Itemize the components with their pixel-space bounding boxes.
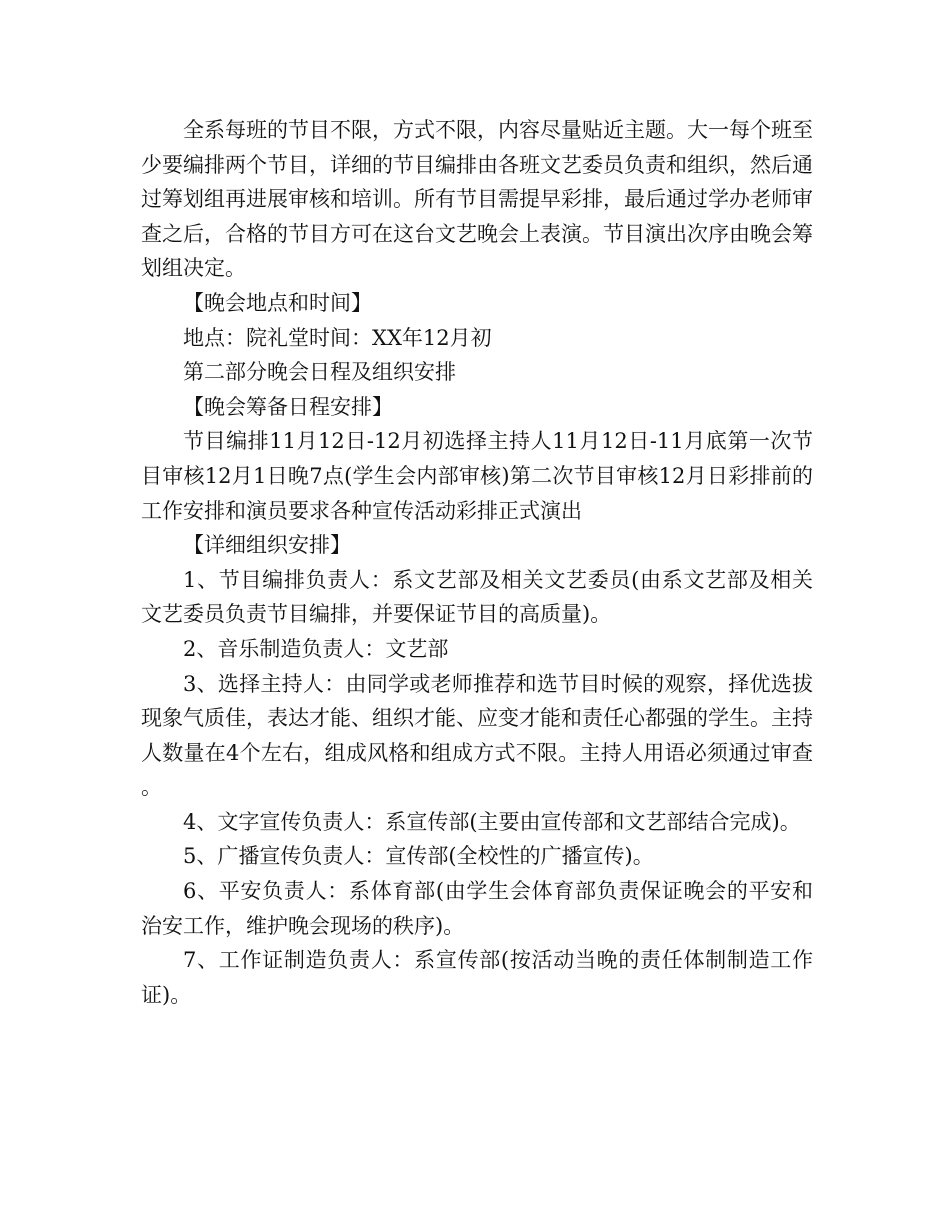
list-item-program-arrangement: 1、节目编排负责人：系文艺部及相关文艺委员(由系文艺部及相关文艺委员负责节目编排，并要保证节目的高质量)。 [141, 567, 813, 627]
document-body [141, 113, 813, 1012]
heading-venue-time: 【晚会地点和时间】 [183, 290, 372, 315]
heading-schedule: 【晚会筹备日程安排】 [183, 394, 393, 419]
list-item-music: 2、音乐制造负责人：文艺部 [183, 636, 449, 661]
list-item-text-publicity: 4、文字宣传负责人：系宣传部(主要由宣传部和文艺部结合完成)。 [183, 809, 801, 834]
section-title-part-two: 第二部分晚会日程及组织安排 [183, 360, 456, 385]
paragraph-program-rules: 全系每班的节目不限，方式不限，内容尽量贴近主题。大一每个班至少要编排两个节目，详细的节目编排由各班文艺委员负责和组织，然后通过筹划组再进展审核和培训。所有节目需提早彩排，最后通过学办老师审查之后，合格的节目方可在这台文艺晚会上表演。节目演出次序由晚会筹划组决定。 [141, 118, 813, 281]
list-item-work-pass: 7、工作证制造负责人：系宣传部(按活动当晚的责任体制制造工作证)。 [141, 948, 813, 1007]
list-item-host-selection: 3、选择主持人：由同学或老师推荐和选节目时候的观察，择优选拔现象气质佳，表达才能、组织才能、应变才能和责任心都强的学生。主持人数量在4个左右，组成风格和组成方式不限。主持人用语必须通过审查。 [141, 671, 813, 800]
paragraph-schedule: 节目编排11月12日-12月初选择主持人11月12日-11月底第一次节目审核12月1日晚7点(学生会内部审核)第二次节目审核12月日彩排前的工作安排和演员要求各种宣传活动彩排正式演出 [141, 429, 813, 523]
heading-organization: 【详细组织安排】 [183, 533, 351, 558]
list-item-broadcast-publicity: 5、广播宣传负责人：宣传部(全校性的广播宣传)。 [183, 844, 654, 869]
list-item-safety: 6、平安负责人：系体育部(由学生会体育部负责保证晚会的平安和治安工作，维护晚会现场的秩序)。 [141, 879, 813, 938]
paragraph-venue-time: 地点：院礼堂时间：XX年12月初 [183, 325, 492, 350]
